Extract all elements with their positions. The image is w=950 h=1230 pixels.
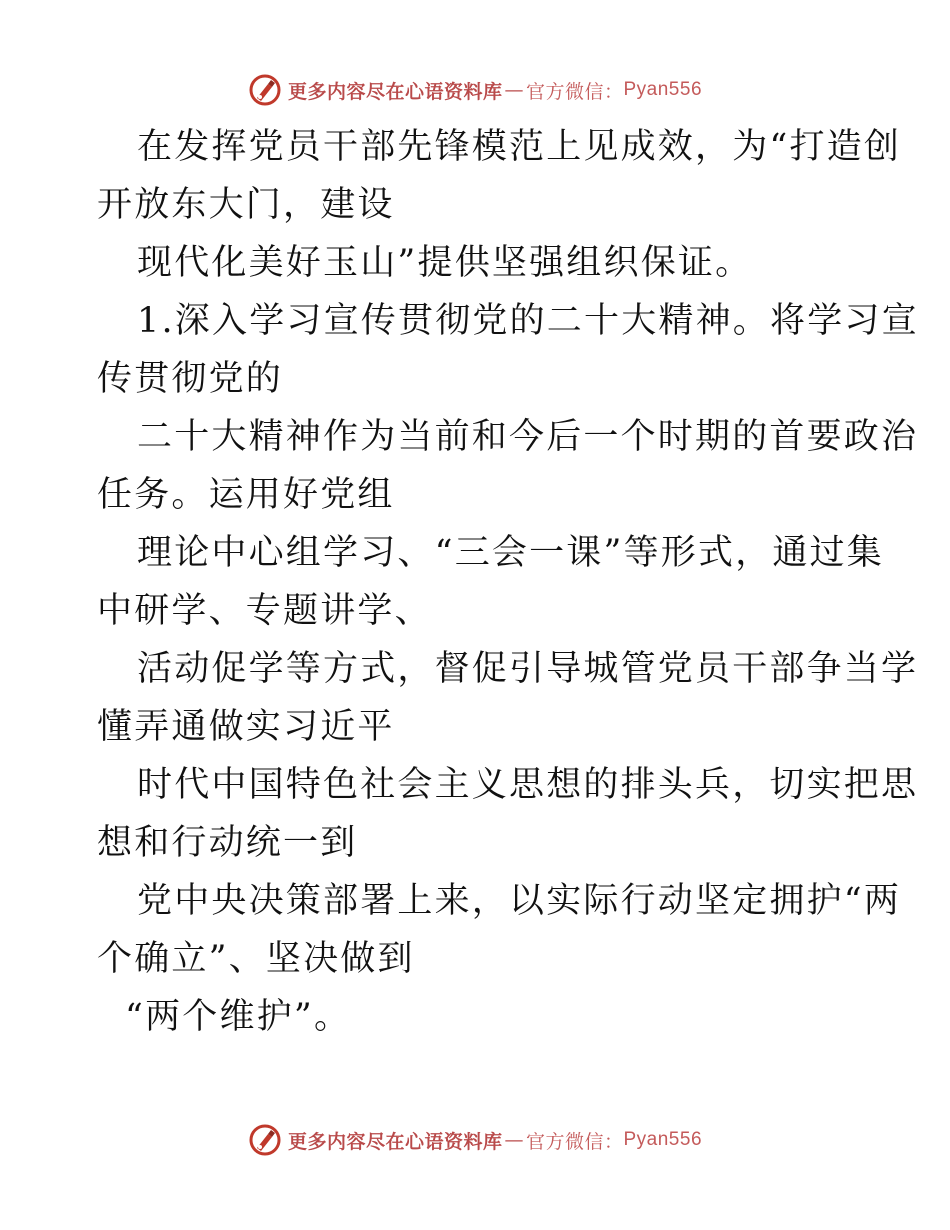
body-line: 在发挥党员干部先锋模范上见成效，为“打造创: [137, 127, 902, 167]
body-line: 懂弄通做实习近平: [97, 707, 395, 747]
watermark-separator: —: [504, 1129, 524, 1151]
watermark-wechat-label: 官方微信：: [525, 80, 624, 103]
document-body: [97, 118, 919, 1046]
watermark-title: 更多内容尽在心语资料库: [287, 80, 503, 103]
pen-logo-icon: [248, 73, 282, 107]
body-line: 时代中国特色社会主义思想的排头兵，切实把思: [137, 765, 919, 805]
body-line: 1.深入学习宣传贯彻党的二十大精神。将学习宣: [137, 301, 919, 341]
body-line: 个确立”、坚决做到: [97, 939, 415, 979]
header-watermark: [0, 70, 950, 110]
watermark-title: 更多内容尽在心语资料库: [287, 1130, 503, 1153]
body-line: 二十大精神作为当前和今后一个时期的首要政治: [137, 417, 919, 457]
watermark-separator: —: [504, 79, 524, 101]
body-line: “两个维护”。: [125, 997, 352, 1037]
pen-logo-icon: [248, 1123, 282, 1157]
body-line: 中研学、专题讲学、: [97, 591, 432, 631]
body-line: 现代化美好玉山”提供坚强组织保证。: [137, 243, 753, 283]
watermark-wechat-label: 官方微信：: [525, 1130, 624, 1153]
body-line: 党中央决策部署上来，以实际行动坚定拥护“两: [137, 881, 902, 921]
footer-watermark: [0, 1120, 950, 1160]
body-line: 理论中心组学习、“三会一课”等形式，通过集: [137, 533, 884, 573]
body-line: 传贯彻党的: [97, 359, 284, 399]
body-line: 任务。运用好党组: [97, 475, 395, 515]
body-line: 活动促学等方式，督促引导城管党员干部争当学: [137, 649, 919, 689]
watermark-wechat-handle: Pyan556: [623, 79, 703, 100]
body-line: 开放东大门，建设: [97, 185, 395, 225]
body-line: 想和行动统一到: [97, 823, 358, 863]
watermark-wechat-handle: Pyan556: [623, 1129, 703, 1150]
